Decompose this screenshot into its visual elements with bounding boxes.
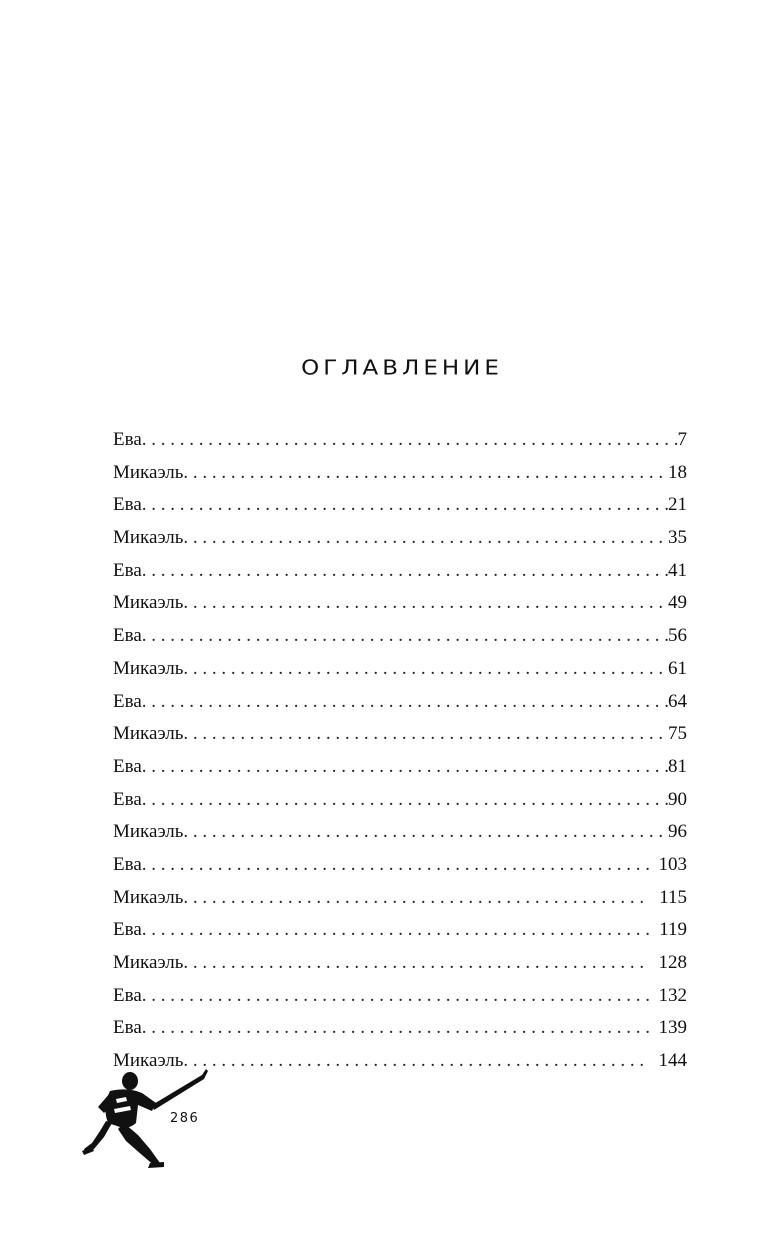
toc-entry-page: 61: [668, 657, 687, 679]
toc-entry-page: 128: [658, 952, 687, 973]
toc-entry-title: Ева: [113, 984, 142, 1006]
toc-dot-leader: [142, 489, 668, 522]
toc-entry-page: 64: [668, 690, 687, 712]
toc-dot-leader: [183, 1045, 648, 1078]
toc-dot-leader: [142, 1012, 649, 1045]
toc-entry[interactable]: [113, 620, 687, 653]
toc-dot-leader: [183, 718, 668, 751]
toc-entry-page: 7: [677, 429, 687, 450]
toc-entry-title: Микаэль: [113, 461, 184, 483]
toc-entry-page: 56: [668, 625, 687, 647]
toc-entry-title: Ева: [113, 625, 142, 647]
toc-dot-leader: [142, 620, 668, 653]
toc-entry[interactable]: [113, 784, 687, 817]
toc-entry[interactable]: [113, 686, 687, 719]
toc-entry[interactable]: [113, 653, 687, 686]
toc-entry[interactable]: [113, 424, 687, 457]
toc-entry-title: Ева: [113, 853, 142, 875]
toc-dot-leader: [142, 980, 649, 1013]
toc-entry-page: 144: [658, 1050, 687, 1072]
toc-entry-page: 115: [659, 886, 687, 908]
toc-entry-page: 132: [658, 984, 687, 1006]
toc-entry-title: Микаэль: [113, 821, 184, 843]
toc-entry-title: Ева: [113, 788, 142, 810]
page-title: ОГЛАВЛЕНИЕ: [301, 356, 503, 380]
toc-dot-leader: [142, 849, 649, 882]
toc-entry-page: 41: [668, 559, 687, 581]
toc-dot-leader: [183, 816, 668, 849]
toc-dot-leader: [183, 522, 668, 555]
toc-entry-page: 90: [668, 788, 687, 810]
table-of-contents: [113, 424, 687, 1078]
toc-entry[interactable]: [113, 947, 687, 980]
toc-entry-title: Ева: [113, 429, 142, 450]
toc-entry-page: 103: [658, 853, 687, 875]
toc-dot-leader: [183, 653, 668, 686]
toc-entry-page: 96: [668, 821, 687, 843]
toc-entry-page: 18: [668, 461, 687, 483]
toc-entry-page: 49: [668, 592, 687, 614]
toc-entry-page: 81: [668, 755, 687, 777]
page-number: 286: [170, 1111, 200, 1126]
toc-entry[interactable]: [113, 849, 687, 882]
toc-entry[interactable]: [113, 914, 687, 947]
toc-dot-leader: [183, 587, 668, 620]
toc-dot-leader: [183, 947, 648, 980]
toc-entry[interactable]: [113, 1012, 687, 1045]
toc-entry-title: Микаэль: [113, 657, 184, 679]
toc-entry[interactable]: [113, 555, 687, 588]
toc-entry-page: 139: [658, 1017, 687, 1039]
toc-entry-title: Ева: [113, 690, 142, 712]
toc-entry[interactable]: [113, 816, 687, 849]
toc-entry-page: 119: [659, 919, 687, 941]
toc-entry[interactable]: [113, 457, 687, 490]
toc-entry[interactable]: [113, 751, 687, 784]
toc-dot-leader: [142, 784, 668, 817]
toc-entry-title: Микаэль: [113, 1050, 184, 1072]
toc-entry-title: Микаэль: [113, 723, 184, 745]
toc-entry-title: Ева: [113, 494, 142, 516]
toc-entry-page: 21: [668, 494, 687, 516]
toc-entry[interactable]: [113, 882, 687, 915]
toc-dot-leader: [183, 882, 649, 915]
toc-entry-title: Ева: [113, 1017, 142, 1039]
toc-entry[interactable]: [113, 489, 687, 522]
toc-entry[interactable]: [113, 718, 687, 751]
toc-dot-leader: [183, 457, 668, 490]
toc-entry-title: Микаэль: [113, 527, 184, 549]
toc-dot-leader: [142, 751, 668, 784]
toc-entry-title: Ева: [113, 919, 142, 941]
toc-entry-title: Ева: [113, 559, 142, 581]
toc-entry-title: Ева: [113, 755, 142, 777]
toc-entry-title: Микаэль: [113, 952, 184, 973]
toc-entry-title: Микаэль: [113, 592, 184, 614]
toc-entry-page: 35: [668, 527, 687, 549]
toc-entry[interactable]: [113, 587, 687, 620]
toc-dot-leader: [142, 914, 649, 947]
toc-dot-leader: [142, 555, 668, 588]
toc-entry[interactable]: [113, 522, 687, 555]
toc-dot-leader: [142, 424, 678, 457]
toc-entry[interactable]: [113, 980, 687, 1013]
toc-entry-title: Микаэль: [113, 886, 184, 908]
toc-dot-leader: [142, 686, 668, 719]
toc-entry-page: 75: [668, 723, 687, 745]
